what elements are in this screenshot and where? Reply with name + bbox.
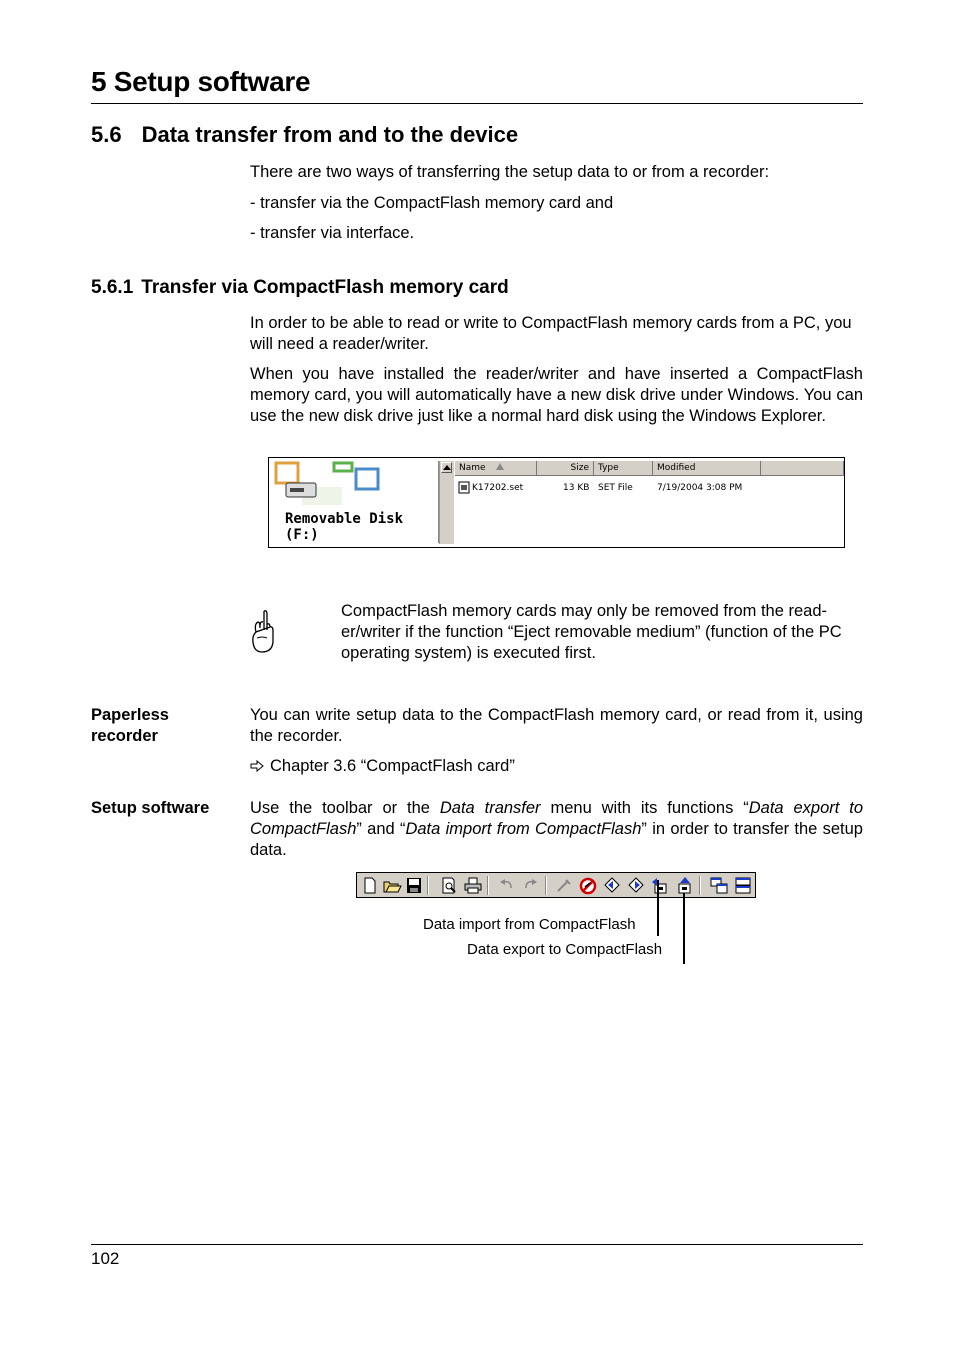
callout-export-label: Data export to CompactFlash [467,941,663,958]
scroll-up-icon [441,463,453,473]
pointing-hand-icon [250,608,276,656]
tile-icon[interactable] [733,876,753,895]
file-list [455,461,844,547]
toolbar-separator [699,876,701,895]
intro-item: - transfer via interface. [250,224,415,242]
disk-label-name: Removable Disk [285,511,404,527]
intro-paragraph: There are two ways of transferring the setup data to or from a recorder: [250,163,770,181]
toolbar-separator [545,876,547,895]
toolbar-separator [427,876,429,895]
column-name-label: Name [459,463,486,473]
subsection-title: Transfer via CompactFlash memory card [141,277,509,298]
chapter-title: 5 Setup software [91,66,311,97]
paragraph: In order to be able to read or write to CompactFlash memory cards from a PC, you will need a reader/writer. [250,314,852,353]
side-label-paperless [91,705,241,747]
section-title: Data transfer from and to the device [141,122,519,147]
transfer-to-device-icon[interactable] [602,876,622,895]
column-header-blank [761,461,844,476]
redo-icon[interactable] [520,876,540,895]
print-preview-icon[interactable] [439,876,459,895]
file-type: SET File [598,483,633,493]
toolbar [356,872,756,898]
column-header-name[interactable] [455,461,537,476]
toolbar-separator [487,876,489,895]
open-icon[interactable] [382,876,402,895]
disconnect-icon[interactable] [578,876,598,895]
callout-import-label: Data import from CompactFlash [423,916,636,933]
file-modified: 7/19/2004 3:08 PM [657,483,743,493]
print-icon[interactable] [463,876,483,895]
column-header-modified[interactable]: Modified [653,461,761,476]
file-name[interactable]: K17202.set [472,483,524,493]
column-header-type[interactable]: Type [594,461,653,476]
note-text: CompactFlash memory cards may only be removed from the read-er/writer if the function “Eject removable medium” (function of the PC operating system) is executed first. [341,602,842,662]
callout-line-import [657,880,659,936]
data-import-compactflash-icon[interactable] [650,876,670,895]
paragraph: When you have installed the reader/writer and have inserted a CompactFlash memory card, you will automatically have a new disk drive under Windows. You can use the new disk drive just like a normal hard disk using the Windows Explorer. [250,365,863,425]
side-label-line: recorder [91,727,158,745]
subsection-heading [91,277,509,299]
new-icon[interactable] [360,876,380,895]
connect-icon[interactable] [554,876,574,895]
file-size: 13 KB [563,483,590,493]
paperless-text: You can write setup data to the CompactFlash memory card, or read from it, using the recorder. [250,706,863,745]
section-heading [91,122,518,148]
setup-text: Use the toolbar or the Data transfer menu with its functions “Data export to CompactFlash” and “Data import from CompactFlash” in order to transfer the setup data. [250,799,864,859]
transfer-from-device-icon[interactable] [626,876,646,895]
explorer-screenshot [268,457,845,548]
chapter-reference [250,756,863,777]
column-header-size[interactable]: Size [537,461,594,476]
side-label-setup: Setup software [91,799,210,817]
drive-panel [272,461,439,543]
disk-label-letter: (F:) [285,527,319,543]
save-icon[interactable] [404,876,424,895]
callout-line-export [683,893,685,964]
file-icon [458,481,470,494]
section-number: 5.6 [91,122,122,147]
side-label-line: Paperless [91,706,169,724]
data-export-compactflash-icon[interactable] [675,876,695,895]
page-number: 102 [91,1249,120,1268]
undo-icon[interactable] [497,876,517,895]
disk-label [285,511,403,543]
sort-arrow-icon [496,463,504,470]
arrow-right-icon [250,760,264,772]
scrollbar[interactable] [439,461,454,544]
cascade-icon[interactable] [709,876,729,895]
subsection-number: 5.6.1 [91,277,134,298]
header-rule [91,103,863,104]
chapter-reference-text: Chapter 3.6 “CompactFlash card” [270,757,515,775]
intro-item: - transfer via the CompactFlash memory card and [250,194,614,212]
footer-rule [91,1244,863,1245]
